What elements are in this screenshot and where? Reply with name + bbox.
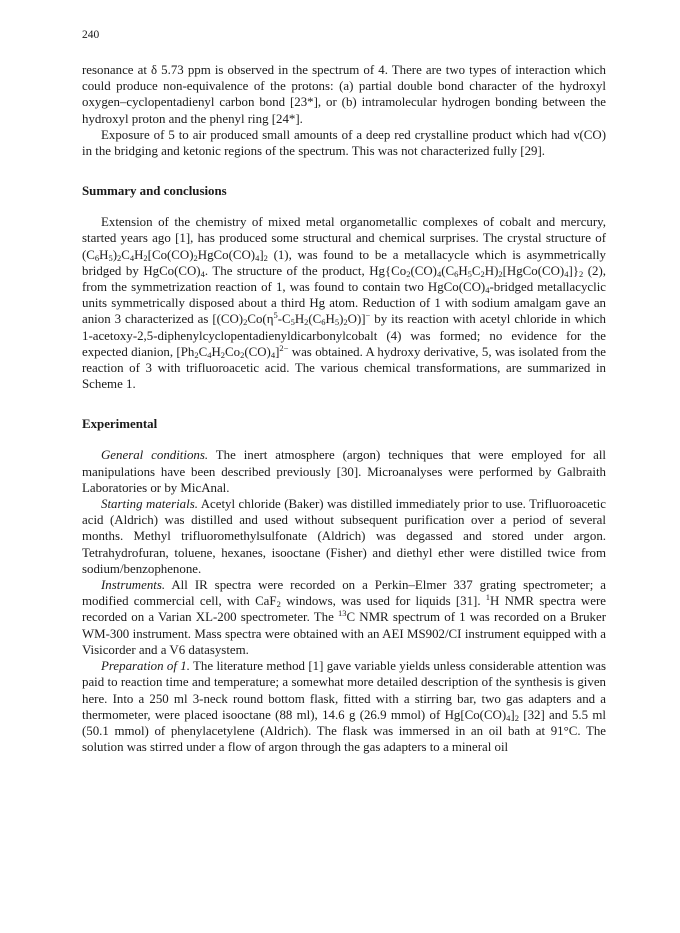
paragraph-general-conditions: General conditions. The inert atmosphere (argon) techniques that were employed for all manipulations have been described previously [30]. Microanalyses were performed by Galbraith Laboratories or by MicAnal. xyxy=(82,448,606,495)
runin-instruments: Instruments. xyxy=(101,578,166,593)
runin-general-conditions: General conditions. xyxy=(101,448,209,463)
intro-paragraph-exposure: Exposure of 5 to air produced small amounts of a deep red crystalline product which had ν(CO) in the bridging and ketonic regions of the spectrum. This was not characterized fully [29]. xyxy=(82,127,606,159)
paragraph-starting-materials: Starting materials. Acetyl chloride (Baker) was distilled immediately prior to use. Trifluoroacetic acid (Aldrich) was distilled and used without subsequent purification over a period of several months. Methyl trifluoromethylsulfonate (Aldrich) was degassed and stored under argon. Tetrahydrofuran, toluene, hexanes, isooctane (Fisher) and diethyl ether were distilled twice from sodium/benzophenone. xyxy=(82,497,606,576)
summary-paragraph: Extension of the chemistry of mixed metal organometallic complexes of cobalt and mercury, started years ago [1], has produced some structural and chemical surprises. The crystal structure of $(C_6H_5)_2C_4H_2[Co(CO)_2HgCo(CO)_4]_2$ (1), was found to be a metallacycle which is asymmetrically bridged by $HgCo(CO)_4$. The structure of the product, $Hg\{Co_2(CO)_4(C_6H_5C_2H)_2[HgCo(CO)_4]\}_2$ (2), from the symmetrization reaction of 1, was found to contain two $HgCo(CO)_4$-bridged metallacyclic units symmetrically disposed about a third Hg atom. Reduction of 1 with sodium amalgam gave an anion 3 characterized as $[(CO)_2Co(\eta^5-C_5H_2(C_6H_5)_2O)]^-$ by its reaction with acetyl chloride in which 1-acetoxy-2,5-diphenylcyclopentadienyldicarbonylcobalt (4) was formed; no evidence for the expected dianion, $[Ph_2C_4H_2Co_2(CO)_4]^{2-}$ was obtained. A hydroxy derivative, 5, was isolated from the reaction of 3 with trifluoroacetic acid. The various chemical transformations, are summarized in Scheme 1. xyxy=(82,215,606,392)
runin-preparation: Preparation of 1. xyxy=(101,659,190,674)
page-number: 240 xyxy=(82,29,100,41)
paragraph-preparation: Preparation of 1. The literature method [1] gave variable yields unless considerable attention was paid to reaction time and temperature; a somewhat more detailed description of the synthesis is given here. Into a 250 ml 3-neck round bottom flask, fitted with a stirring bar, two gas adapters and a thermometer, were placed isooctane (88 ml), 14.6 g (26.9 mmol) of $Hg[Co(CO)_4]_2$ [32] and 5.5 ml (50.1 mmol) of phenylacetylene (Aldrich). The flask was immersed in an oil bath at 91°C. The solution was stirred under a flow of argon through the gas adapters to a mineral oil xyxy=(82,659,607,755)
paragraph-instruments: Instruments. All IR spectra were recorded on a Perkin–Elmer 337 grating spectrometer; a modified commercial cell, with CaF$_2$ windows, was used for liquids [31]. $^1$H NMR spectra were recorded on a Varian XL-200 spectrometer. The $^{13}$C NMR spectrum of 1 was recorded on a Bruker WM-300 instrument. Mass spectra were obtained with an AEI MS902/CI instrument equipped with a Visicorder and a V6 datasystem. xyxy=(82,578,606,657)
section-heading-experimental: Experimental xyxy=(82,417,158,432)
runin-starting-materials: Starting materials. xyxy=(101,497,198,512)
section-heading-summary: Summary and conclusions xyxy=(82,184,227,199)
article-body xyxy=(82,62,606,755)
intro-paragraph-continued: resonance at δ 5.73 ppm is observed in the spectrum of 4. There are two types of interaction which could produce non-equivalence of the protons: (a) partial double bond character of the hydroxyl oxygen–cyclopentadienyl carbon bond [23*], or (b) intramolecular hydrogen bonding between the hydroxyl proton and the phenyl ring [24*]. xyxy=(82,63,606,126)
